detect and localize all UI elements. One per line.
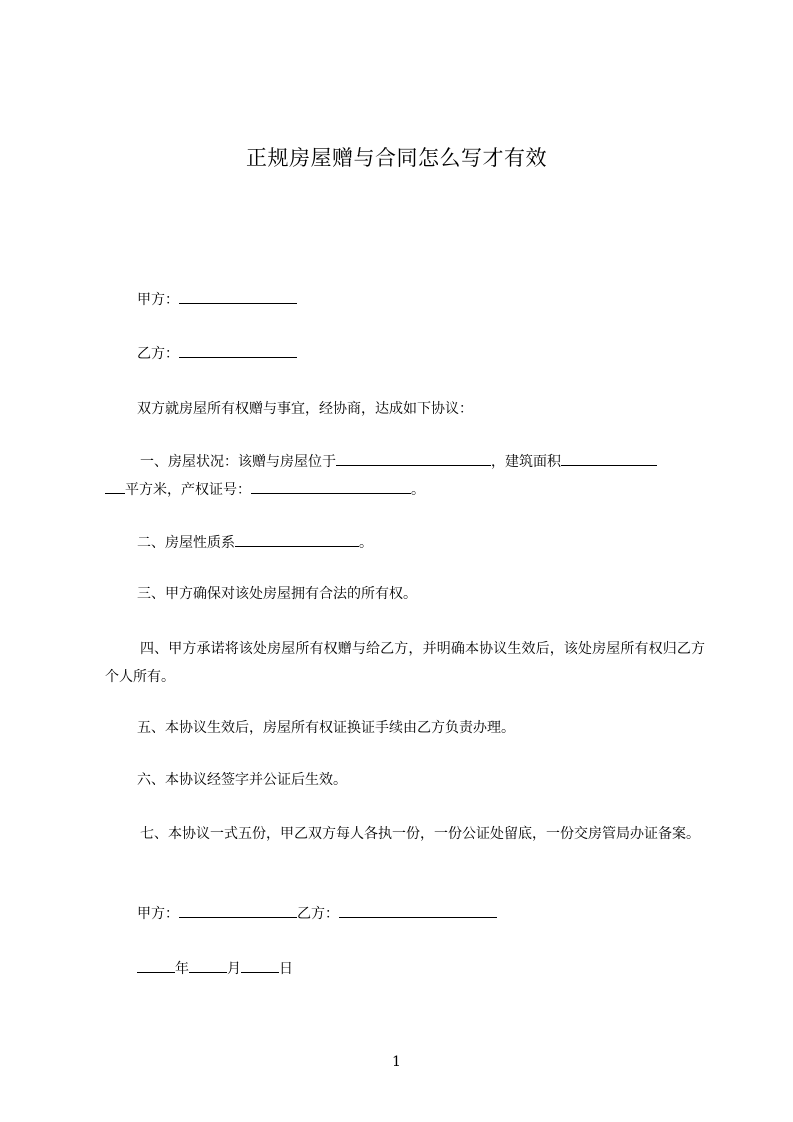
party-a-blank xyxy=(179,288,297,304)
property-type-blank xyxy=(235,531,359,547)
day-blank xyxy=(241,957,279,973)
party-b-blank xyxy=(179,342,297,358)
month-blank xyxy=(189,957,227,973)
clause-2-text: 二、房屋性质系 xyxy=(137,535,235,551)
sign-b-blank xyxy=(339,902,497,918)
party-b-line xyxy=(105,340,705,368)
date-month-label: 月 xyxy=(227,961,241,977)
party-b-label: 乙方： xyxy=(137,346,179,362)
clause-2 xyxy=(105,529,705,557)
clause-4: 四、甲方承诺将该处房屋所有权赠与给乙方，并明确本协议生效后，该处房屋所有权归乙方个人所有。 xyxy=(105,641,705,685)
clause-3: 三、甲方确保对该处房屋拥有合法的所有权。 xyxy=(137,586,417,602)
certificate-blank xyxy=(251,478,411,494)
clause-1-text-area: ，建筑面积 xyxy=(491,454,561,470)
sign-a-blank xyxy=(179,902,297,918)
date-line xyxy=(105,955,705,983)
area-blank xyxy=(561,450,657,466)
area-blank-continued xyxy=(105,478,125,494)
clause-1-text-cert: 平方米，产权证号： xyxy=(125,482,251,498)
party-a-label: 甲方： xyxy=(137,292,179,308)
page-number: 1 xyxy=(392,1054,401,1070)
location-blank xyxy=(336,450,491,466)
clause-1-end: 。 xyxy=(411,482,425,498)
clause-2-end: 。 xyxy=(359,535,373,551)
sign-a-label: 甲方： xyxy=(137,906,179,922)
date-year-label: 年 xyxy=(175,961,189,977)
intro-paragraph: 双方就房屋所有权赠与事宜，经协商，达成如下协议： xyxy=(137,401,473,417)
party-a-line xyxy=(105,286,705,314)
document-title: 正规房屋赠与合同怎么写才有效 xyxy=(246,146,547,170)
clause-5: 五、本协议生效后，房屋所有权证换证手续由乙方负责办理。 xyxy=(137,720,515,736)
clause-6: 六、本协议经签字并公证后生效。 xyxy=(137,772,347,788)
clause-7: 七、本协议一式五份，甲乙双方每人各执一份，一份公证处留底，一份交房管局办证备案。 xyxy=(140,826,700,842)
clause-1 xyxy=(105,448,705,504)
year-blank xyxy=(137,957,175,973)
signature-line xyxy=(105,900,705,928)
date-day-label: 日 xyxy=(279,961,293,977)
clause-1-text-location: 一、房屋状况：该赠与房屋位于 xyxy=(140,454,336,470)
sign-b-label: 乙方： xyxy=(297,906,339,922)
